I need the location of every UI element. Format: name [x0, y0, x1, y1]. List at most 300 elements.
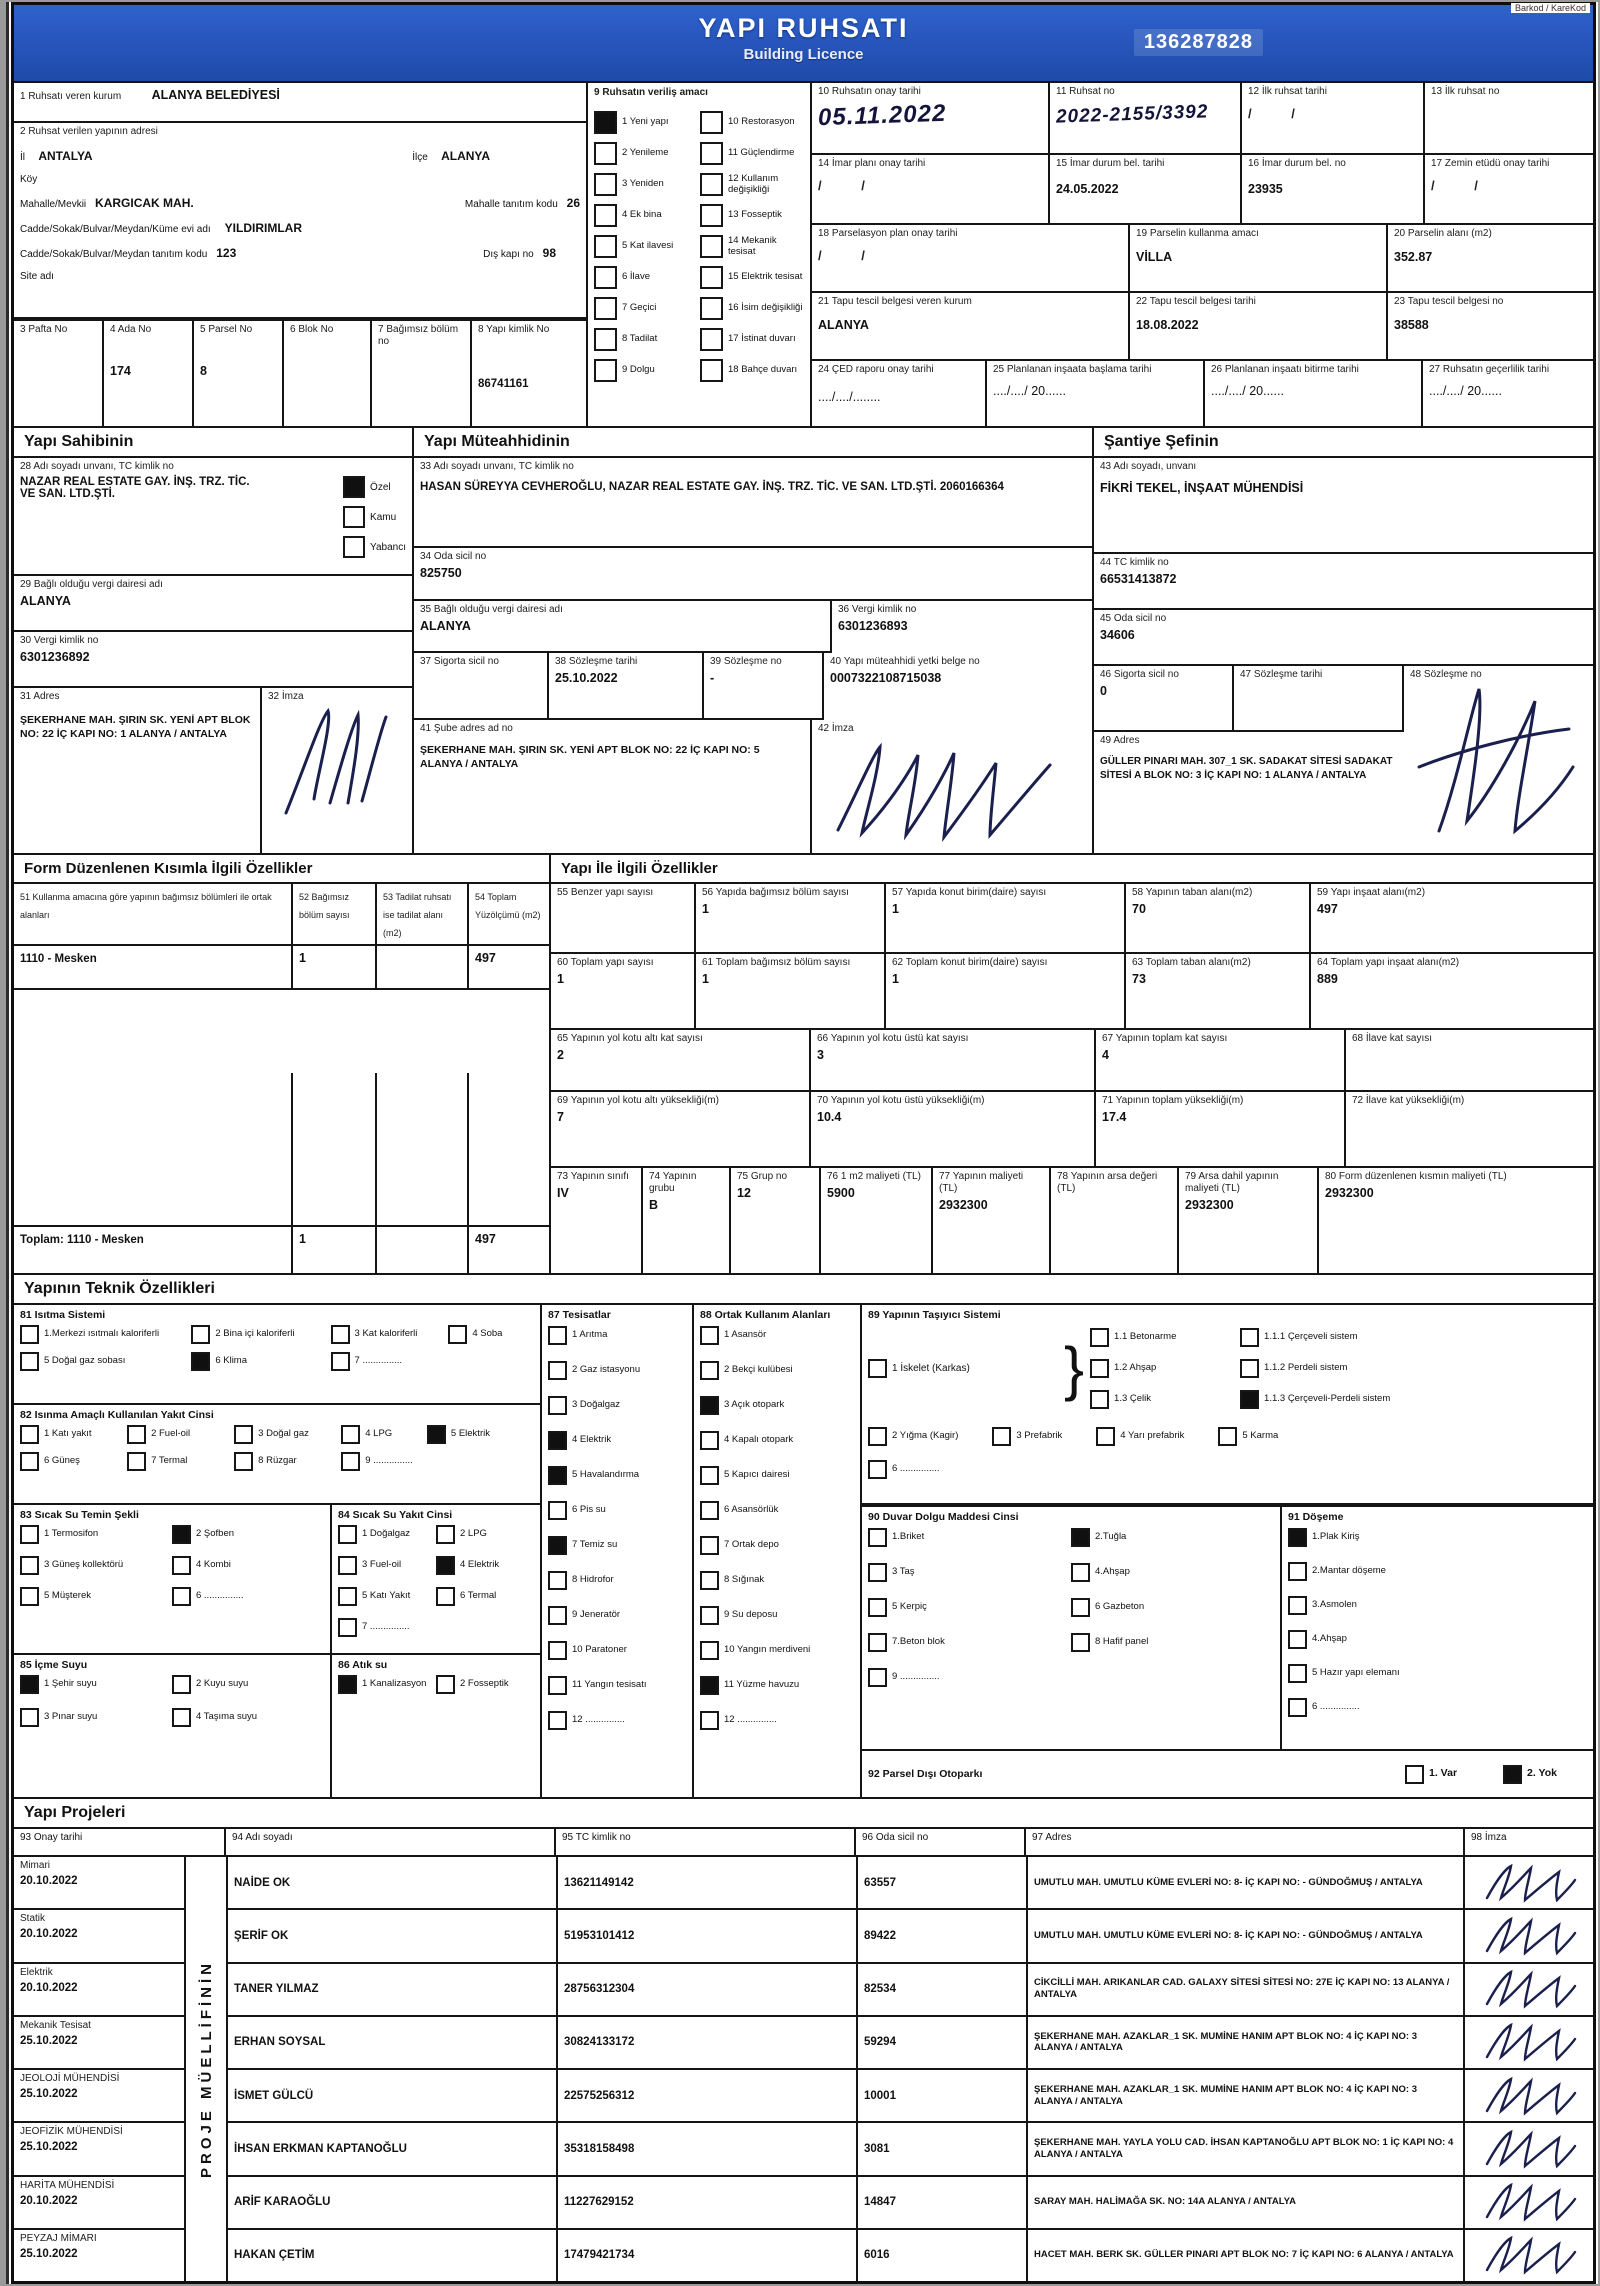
f64-label: 64 Toplam yapı inşaat alanı(m2)	[1317, 957, 1460, 968]
cadde-kod-label: Cadde/Sokak/Bulvar/Meydan tanıtım kodu	[20, 249, 208, 260]
f65-label: 65 Yapının yol kotu altı kat sayısı	[557, 1033, 703, 1044]
contractor-sigorta-label: 37 Sigorta sicil no	[420, 655, 499, 667]
count-value: 1	[299, 951, 306, 965]
g90-option-label: 1.Briket	[892, 1531, 925, 1543]
g90-checkbox	[1071, 1633, 1090, 1652]
f79-label: 79 Arsa dahil yapının maliyeti (TL)	[1185, 1171, 1279, 1194]
project-rows	[228, 1857, 1593, 2281]
g89-other6-label: 6 ...............	[892, 1463, 940, 1475]
form-parts-rows	[14, 946, 549, 1073]
g91-checkbox	[1288, 1630, 1307, 1649]
g88-checkbox	[700, 1466, 719, 1485]
owner-type-checkbox	[343, 506, 365, 528]
owner-title: Yapı Sahibinin	[14, 428, 412, 458]
tapu-kurum-label: 21 Tapu tescil belgesi veren kurum	[818, 296, 972, 307]
g87-option-label: 6 Pis su	[572, 1504, 606, 1516]
col51-header: 51 Kullanma amacına göre yapının bağımsız bölümleri ile ortak alanları	[20, 892, 272, 920]
purpose-option-label: 14 Mekanik tesisat	[728, 235, 777, 257]
f72-label: 72 İlave kat yüksekliği(m)	[1352, 1095, 1465, 1106]
g82-checkbox	[341, 1425, 360, 1444]
g90-checkbox	[1071, 1528, 1090, 1547]
g88-option-label: 9 Su deposu	[724, 1609, 778, 1621]
g84-option-label: 3 Fuel-oil	[362, 1559, 402, 1571]
purpose-option-label: 3 Yeniden	[622, 178, 664, 190]
total-area: 497	[475, 1232, 496, 1246]
header-imza: 98 İmza	[1471, 1832, 1507, 1843]
g83-checkbox	[20, 1525, 39, 1544]
g92-checkbox	[1405, 1765, 1424, 1784]
g89-others	[868, 1426, 1587, 1447]
project-author-address: ŞEKERHANE MAH. AZAKLAR_1 SK. MUMİNE HANIM APT BLOK NO: 4 İÇ KAPI NO: 3 ALANYA / ANTALYA	[1034, 2030, 1418, 2054]
g89-box	[862, 1305, 1593, 1505]
purpose-checkbox	[700, 142, 723, 165]
g87-checkbox	[548, 1536, 567, 1555]
project-author-tc: 17479421734	[564, 2249, 635, 2262]
g91-option-label: 6 ...............	[1312, 1701, 1360, 1713]
baslama-tarihi-value: ..../..../ 20......	[993, 384, 1066, 398]
g81-label: 81 Isıtma Sistemi	[20, 1309, 106, 1321]
field2-label: 2 Ruhsat verilen yapının adresi	[20, 126, 158, 137]
project-approval-date: 20.10.2022	[20, 1981, 78, 1994]
chief-sigorta-value: 0	[1100, 684, 1107, 698]
g87-checkbox	[548, 1396, 567, 1415]
col52-header: 52 Bağımsız bölüm sayısı	[299, 892, 350, 920]
header-tc-kimlik: 95 TC kimlik no	[556, 1829, 856, 1855]
g83-options	[20, 1524, 324, 1607]
g89-material-label: 1.2 Ahşap	[1114, 1362, 1157, 1374]
g81-option-label: 4 Soba	[472, 1328, 503, 1340]
area-value: 497	[475, 951, 496, 965]
chief-name-value: FİKRİ TEKEL, İNŞAAT MÜHENDİSİ	[1100, 481, 1304, 495]
chief-adres-value: GÜLLER PINARI MAH. 307_1 SK. SADAKAT SİTESİ SADAKAT SİTESİ A BLOK NO: 3 İÇ KAPI NO: 1 ALANYA / ANTALYA	[1100, 756, 1393, 781]
g92-option-label: 1. Var	[1429, 1767, 1458, 1780]
f80-value: 2932300	[1325, 1186, 1374, 1200]
header-onay-tarihi: 93 Onay tarihi	[14, 1829, 226, 1855]
g92-box	[862, 1751, 1593, 1797]
page-subtitle: Building Licence	[743, 46, 864, 63]
parsel-alani-value: 352.87	[1394, 250, 1433, 264]
g88-checkbox	[700, 1606, 719, 1625]
purpose-checkbox	[700, 328, 723, 351]
chief-signature	[1399, 671, 1589, 851]
g88-option-label: 5 Kapıcı dairesi	[724, 1469, 790, 1481]
g83-option-label: 2 Şofben	[196, 1528, 235, 1540]
chief-tc-label: 44 TC kimlik no	[1100, 557, 1169, 568]
g86-options	[338, 1674, 534, 1695]
g92-label: 92 Parsel Dışı Otoparkı	[868, 1768, 983, 1780]
project-role: HARİTA MÜHENDİSİ	[20, 2179, 115, 2191]
g89-other-checkbox	[992, 1427, 1011, 1446]
g90-checkbox	[868, 1528, 887, 1547]
g81-checkbox	[448, 1325, 467, 1344]
f63-value: 73	[1132, 972, 1146, 986]
owner-type-options	[343, 473, 406, 559]
g82-checkbox	[427, 1425, 446, 1444]
purpose-option-label: 1 Yeni yapı	[622, 116, 669, 128]
project-approval-date: 20.10.2022	[20, 1928, 78, 1941]
project-role: Statik	[20, 1913, 46, 1925]
chief-name-label: 43 Adı soyadı, unvanı	[1100, 461, 1197, 472]
chief-tc-value: 66531413872	[1100, 572, 1177, 586]
yapi-kimlik-value: 86741161	[478, 378, 529, 390]
owner-adres-value: ŞEKERHANE MAH. ŞIRIN SK. YENİ APT BLOK NO: 22 İÇ KAPI NO: 1 ALANYA / ANTALYA	[20, 714, 251, 741]
project-author-tc: 28756312304	[564, 1983, 635, 1996]
f70-label: 70 Yapının yol kotu üstü yüksekliği(m)	[817, 1095, 985, 1106]
total-usage: Toplam: 1110 - Mesken	[20, 1234, 144, 1246]
project-author-tc: 35318158498	[564, 2142, 635, 2155]
g89-material-checkbox	[1090, 1328, 1109, 1347]
dates-block	[812, 83, 1593, 426]
scanned-building-licence-page	[6, 2, 1598, 2284]
purpose-checkbox	[594, 235, 617, 258]
purpose-checkbox	[594, 359, 617, 382]
project-author-vertical-label: PROJE MÜELLİFİNİN	[186, 1857, 228, 2281]
project-author-tc: 22575256312	[564, 2089, 635, 2102]
g89-other-label: 3 Prefabrik	[1016, 1430, 1063, 1442]
g81-option-label: 1.Merkezi ısıtmalı kaloriferli	[44, 1328, 160, 1340]
project-author-oda: 63557	[864, 1876, 896, 1889]
contractor-imza-label: 42 İmza	[818, 723, 854, 735]
g90-checkbox	[868, 1563, 887, 1582]
g81-checkbox	[331, 1352, 350, 1371]
g87-checkbox	[548, 1571, 567, 1590]
contractor-vergi-no-label: 36 Vergi kimlik no	[838, 603, 917, 615]
chief-sozlesme-no-label: 48 Sözleşme no	[1410, 669, 1482, 680]
project-author-address: UMUTLU MAH. UMUTLU KÜME EVLERİ NO: 8- İÇ KAPI NO: - GÜNDOĞMUŞ / ANTALYA	[1034, 1929, 1423, 1941]
g89-subsystem-label: 1.1.1 Çerçeveli sistem	[1264, 1331, 1358, 1343]
project-author-tc: 30824133172	[564, 2036, 635, 2049]
f60-label: 60 Toplam yapı sayısı	[557, 957, 654, 968]
bagimsiz-bolum-label: 7 Bağımsız bölüm no	[378, 324, 459, 347]
g87-checkbox	[548, 1606, 567, 1625]
project-role: Elektrik	[20, 1966, 53, 1978]
project-role: JEOFİZİK MÜHENDİSİ	[20, 2126, 123, 2138]
purpose-option-label: 5 Kat ilavesi	[622, 240, 674, 252]
project-approval-date: 20.10.2022	[20, 1875, 78, 1887]
owner-signature	[268, 703, 403, 823]
f69-label: 69 Yapının yol kotu altı yüksekliği(m)	[557, 1095, 719, 1106]
f59-value: 497	[1317, 902, 1338, 916]
ilce-value: ALANYA	[441, 149, 490, 163]
g87-option-label: 9 Jeneratör	[572, 1609, 621, 1621]
f73-label: 73 Yapının sınıfı	[557, 1171, 629, 1182]
usage-value: 1110 - Mesken	[20, 953, 97, 965]
g91-option-label: 1.Plak Kiriş	[1312, 1531, 1360, 1543]
project-author-signature	[1479, 1915, 1579, 1957]
g90-option-label: 2.Tuğla	[1095, 1531, 1127, 1543]
g91-options	[1288, 1527, 1587, 1718]
f62-label: 62 Toplam konut birim(daire) sayısı	[892, 957, 1048, 968]
g85-checkbox	[172, 1675, 191, 1694]
owner-type-label: Yabancı	[370, 541, 406, 553]
tapu-kurum-value: ALANYA	[818, 318, 869, 332]
contractor-sube-adres-value: ŞEKERHANE MAH. ŞIRIN SK. YENİ APT BLOK NO: 22 İÇ KAPI NO: 5 ALANYA / ANTALYA	[420, 744, 760, 771]
g88-checkbox	[700, 1641, 719, 1660]
f56-value: 1	[702, 902, 709, 916]
contractor-vergi-dairesi-value: ALANYA	[420, 618, 471, 633]
g87-option-label: 10 Paratoner	[572, 1644, 627, 1656]
f61-label: 61 Toplam bağımsız bölüm sayısı	[702, 957, 851, 968]
purpose-option-label: 2 Yenileme	[622, 147, 669, 159]
g87-checkbox	[548, 1326, 567, 1345]
g87-checkbox	[548, 1501, 567, 1520]
address-block	[14, 83, 588, 426]
parselasyon-value: / /	[818, 248, 883, 263]
cadde-value: YILDIRIMLAR	[224, 221, 302, 235]
g87-option-label: 12 ...............	[572, 1714, 625, 1726]
chief-sigorta-label: 46 Sigorta sicil no	[1100, 669, 1179, 680]
purpose-checkbox	[700, 204, 723, 227]
contractor-yetki-no-value: 0007322108715038	[830, 670, 942, 685]
g82-checkbox	[127, 1425, 146, 1444]
project-author-address: UMUTLU MAH. UMUTLU KÜME EVLERİ NO: 8- İÇ KAPI NO: - GÜNDOĞMUŞ / ANTALYA	[1034, 1876, 1423, 1888]
zemin-etudu-value: / /	[1431, 178, 1496, 193]
g91-label: 91 Döşeme	[1288, 1511, 1344, 1523]
project-author-name: İHSAN ERKMAN KAPTANOĞLU	[234, 2142, 407, 2155]
f69-value: 7	[557, 1110, 564, 1124]
project-author-oda: 3081	[864, 2142, 890, 2155]
purpose-checkbox	[700, 297, 723, 320]
g90-option-label: 4.Ahşap	[1095, 1566, 1130, 1578]
owner-vergi-no-value: 6301236892	[20, 650, 90, 664]
purpose-option-label: 17 İstinat duvarı	[728, 333, 796, 345]
project-approval-date: 25.10.2022	[20, 2034, 78, 2047]
g86-checkbox	[338, 1675, 357, 1694]
purpose-option-label: 18 Bahçe duvarı	[728, 364, 798, 376]
g89-other-checkbox	[868, 1427, 887, 1446]
g84-option-label: 1 Doğalgaz	[362, 1528, 411, 1540]
page-title: YAPI RUHSATI	[698, 13, 909, 43]
g81-option-label: 5 Doğal gaz sobası	[44, 1355, 126, 1367]
il-value: ANTALYA	[38, 149, 93, 163]
header-oda-sicil: 96 Oda sicil no	[856, 1829, 1026, 1855]
g88-option-label: 2 Bekçi kulübesi	[724, 1364, 793, 1376]
yapi-kimlik-label: 8 Yapı kimlik No	[478, 324, 550, 335]
baslama-tarihi-label: 25 Planlanan inşaata başlama tarihi	[993, 364, 1152, 375]
owner-adres-label: 31 Adres	[20, 691, 60, 702]
project-author-signature	[1479, 2021, 1579, 2063]
f62-value: 1	[892, 972, 899, 986]
form-parts-title: Form Düzenlenen Kısımla İlgili Özellikler	[14, 855, 549, 884]
bitirme-tarihi-label: 26 Planlanan inşaatı bitirme tarihi	[1211, 364, 1359, 375]
g90-checkbox	[1071, 1563, 1090, 1582]
g82-checkbox	[20, 1425, 39, 1444]
g81-checkbox	[20, 1325, 39, 1344]
g88-option-label: 8 Sığınak	[724, 1574, 765, 1586]
purpose-option-label: 7 Geçici	[622, 302, 657, 314]
zemin-etudu-label: 17 Zemin etüdü onay tarihi	[1431, 158, 1550, 169]
f56-label: 56 Yapıda bağımsız bölüm sayısı	[702, 887, 849, 898]
project-author-tc: 11227629152	[564, 2196, 634, 2209]
f79-value: 2932300	[1185, 1198, 1234, 1212]
g88-checkbox	[700, 1711, 719, 1730]
f57-value: 1	[892, 902, 899, 916]
project-role: Mekanik Tesisat	[20, 2019, 91, 2031]
purpose-option-label: 15 Elektrik tesisat	[728, 271, 803, 283]
project-approval-date: 25.10.2022	[20, 2141, 78, 2154]
g89-iskelet-checkbox	[868, 1359, 887, 1378]
g91-option-label: 5 Hazır yapı elemanı	[1312, 1667, 1400, 1679]
imar-durum-no-label: 16 İmar durum bel. no	[1248, 158, 1346, 169]
g88-checkbox	[700, 1501, 719, 1520]
g89-material-checkbox	[1090, 1359, 1109, 1378]
tapu-tarihi-label: 22 Tapu tescil belgesi tarihi	[1136, 296, 1256, 307]
g82-label: 82 Isınma Amaçlı Kullanılan Yakıt Cinsi	[20, 1409, 214, 1421]
g81-checkbox	[191, 1352, 210, 1371]
contractor-sozlesme-no-label: 39 Sözleşme no	[710, 655, 782, 667]
imar-durum-tarihi-label: 15 İmar durum bel. tarihi	[1056, 158, 1165, 169]
cadde-label: Cadde/Sokak/Bulvar/Meydan/Küme evi adı	[20, 224, 211, 235]
g84-option-label: 2 LPG	[460, 1528, 487, 1540]
contractor-yetki-no-label: 40 Yapı müteahhidi yetki belge no	[830, 655, 980, 667]
g88-option-label: 3 Açık otopark	[724, 1399, 785, 1411]
g90-checkbox	[1071, 1598, 1090, 1617]
g82-checkbox	[234, 1452, 253, 1471]
g82-option-label: 5 Elektrik	[450, 1428, 490, 1440]
koy-label: Köy	[20, 174, 38, 185]
g91-checkbox	[1288, 1562, 1307, 1581]
parsel-value: 8	[200, 364, 207, 378]
g91-option-label: 4.Ahşap	[1312, 1633, 1347, 1645]
tapu-no-value: 38588	[1394, 318, 1429, 332]
g81-option-label: 3 Kat kaloriferli	[354, 1328, 418, 1340]
g87-checkbox	[548, 1711, 567, 1730]
f77-label: 77 Yapının maliyeti (TL)	[939, 1171, 1024, 1194]
g87-option-label: 2 Gaz istasyonu	[572, 1364, 641, 1376]
g82-checkbox	[341, 1452, 360, 1471]
g90-options	[868, 1527, 1274, 1688]
g87-option-label: 7 Temiz su	[572, 1539, 618, 1551]
g87-option-label: 3 Doğalgaz	[572, 1399, 621, 1411]
g91-checkbox	[1288, 1698, 1307, 1717]
purpose-checkbox	[700, 173, 723, 196]
bitirme-tarihi-value: ..../..../ 20......	[1211, 384, 1284, 398]
g91-checkbox	[1288, 1528, 1307, 1547]
g91-option-label: 2.Mantar döşeme	[1312, 1565, 1386, 1577]
chief-adres-label: 49 Adres	[1100, 735, 1140, 746]
purpose-option-label: 16 İsim değişikliği	[728, 302, 803, 314]
building-features-title: Yapı İle İlgili Özellikler	[551, 855, 1593, 884]
g88-checkbox	[700, 1396, 719, 1415]
purpose-option-label: 8 Tadilat	[622, 333, 658, 345]
purpose-option-label: 12 Kullanım değişikliği	[728, 173, 779, 195]
g85-option-label: 4 Taşıma suyu	[196, 1711, 258, 1723]
f59-label: 59 Yapı inşaat alanı(m2)	[1317, 887, 1426, 898]
licence-purpose-options	[594, 107, 804, 386]
kullanma-amaci-label: 19 Parselin kullanma amacı	[1136, 228, 1259, 239]
g84-option-label: 4 Elektrik	[460, 1559, 500, 1571]
g88-option-label: 6 Asansörlük	[724, 1504, 779, 1516]
parsel-label: 5 Parsel No	[200, 324, 253, 335]
owner-type-checkbox	[343, 536, 365, 558]
owner-name-value: NAZAR REAL ESTATE GAY. İNŞ. TRZ. TİC. VE SAN. LTD.ŞTİ.	[20, 476, 250, 500]
contractor-oda-label: 34 Oda sicil no	[420, 551, 487, 562]
g88-checkbox	[700, 1361, 719, 1380]
g89-materials	[1090, 1327, 1240, 1410]
g82-checkbox	[20, 1452, 39, 1471]
project-author-signature	[1479, 1862, 1579, 1904]
g83-option-label: 6 ...............	[196, 1590, 244, 1602]
g83-option-label: 4 Kombi	[196, 1559, 231, 1571]
owner-vergi-no-label: 30 Vergi kimlik no	[20, 635, 99, 646]
g92-checkbox	[1503, 1765, 1522, 1784]
ruhsat-no-value: 2022-2155/3392	[1055, 101, 1209, 128]
owner-imza-label: 32 İmza	[268, 691, 304, 702]
purpose-option-label: 10 Restorasyon	[728, 116, 795, 128]
purpose-checkbox	[700, 111, 723, 134]
g86-label: 86 Atık su	[338, 1659, 388, 1671]
g89-subsystems	[1240, 1327, 1587, 1410]
purpose-option-label: 11 Güçlendirme	[728, 147, 795, 159]
g88-checkbox	[700, 1326, 719, 1345]
project-author-address: ŞEKERHANE MAH. AZAKLAR_1 SK. MUMİNE HANIM APT BLOK NO: 4 İÇ KAPI NO: 3 ALANYA / ANTALYA	[1034, 2083, 1418, 2107]
field9-label: 9 Ruhsatın veriliş amacı	[594, 87, 708, 98]
f68-label: 68 İlave kat sayısı	[1352, 1033, 1433, 1044]
f76-label: 76 1 m2 maliyeti (TL)	[827, 1171, 921, 1182]
f77-value: 2932300	[939, 1198, 988, 1212]
project-author-tc: 13621149142	[564, 1876, 634, 1889]
f76-value: 5900	[827, 1186, 855, 1200]
g81-checkbox	[20, 1352, 39, 1371]
project-author-name: ARİF KARAOĞLU	[234, 2196, 331, 2209]
f67-label: 67 Yapının toplam kat sayısı	[1102, 1033, 1228, 1044]
g81-option-label: 6 Klima	[215, 1355, 248, 1367]
g84-label: 84 Sıcak Su Yakıt Cinsi	[338, 1509, 453, 1521]
g81-checkbox	[191, 1325, 210, 1344]
contractor-signature	[818, 735, 1073, 845]
f63-label: 63 Toplam taban alanı(m2)	[1132, 957, 1251, 968]
onay-tarihi-value: 05.11.2022	[817, 99, 947, 132]
tapu-no-label: 23 Tapu tescil belgesi no	[1394, 296, 1504, 307]
project-author-name: ERHAN SOYSAL	[234, 2036, 326, 2049]
f67-value: 4	[1102, 1048, 1109, 1062]
g89-subsystem-checkbox	[1240, 1390, 1259, 1409]
imar-durum-no-value: 23935	[1248, 182, 1283, 196]
g82-option-label: 3 Doğal gaz	[258, 1428, 309, 1440]
g89-material-checkbox	[1090, 1390, 1109, 1409]
g82-option-label: 7 Termal	[151, 1455, 188, 1467]
g85-option-label: 3 Pınar suyu	[44, 1711, 98, 1723]
owner-type-label: Kamu	[370, 511, 397, 523]
kullanma-amaci-value: VİLLA	[1136, 250, 1173, 264]
g90-option-label: 7.Beton blok	[892, 1636, 945, 1648]
g90-option-label: 6 Gazbeton	[1095, 1601, 1145, 1613]
g86-option-label: 2 Fosseptik	[460, 1678, 509, 1690]
purpose-checkbox	[594, 142, 617, 165]
ilk-ruhsat-no-label: 13 İlk ruhsat no	[1431, 86, 1500, 97]
g83-option-label: 1 Termosifon	[44, 1528, 99, 1540]
g83-checkbox	[172, 1525, 191, 1544]
g91-checkbox	[1288, 1664, 1307, 1683]
g85-option-label: 2 Kuyu suyu	[196, 1678, 249, 1690]
barcode-corner-note: Barkod / KareKod	[1511, 3, 1590, 13]
g90-label: 90 Duvar Dolgu Maddesi Cinsi	[868, 1511, 1019, 1523]
onay-tarihi-label: 10 Ruhsatın onay tarihi	[818, 86, 921, 97]
contractor-vergi-no-value: 6301236893	[838, 618, 908, 633]
purpose-checkbox	[594, 266, 617, 289]
g88-checkbox	[700, 1536, 719, 1555]
g84-option-label: 7 ...............	[362, 1621, 410, 1633]
mahalle-label: Mahalle/Mevkii	[20, 199, 87, 210]
g89-other-label: 2 Yığma (Kagir)	[892, 1430, 959, 1442]
g85-checkbox	[20, 1675, 39, 1694]
project-author-address: HACET MAH. BERK SK. GÜLLER PINARI APT BLOK NO: 7 İÇ KAPI NO: 6 ALANYA / ANTALYA	[1034, 2249, 1454, 2261]
project-author-oda: 89422	[864, 1929, 896, 1942]
ced-raporu-value: ..../..../........	[818, 390, 881, 404]
f55-label: 55 Benzer yapı sayısı	[557, 887, 654, 898]
g85-checkbox	[20, 1708, 39, 1727]
g83-checkbox	[20, 1587, 39, 1606]
